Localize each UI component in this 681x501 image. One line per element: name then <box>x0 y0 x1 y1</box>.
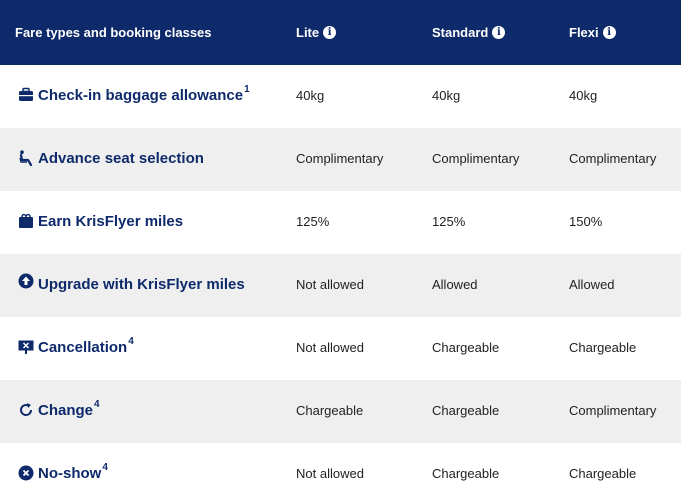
no-show-icon <box>18 465 34 481</box>
table-row <box>0 254 681 317</box>
value-flexi: Chargeable <box>569 466 637 481</box>
value-standard: 40kg <box>432 88 461 103</box>
value-flexi: Complimentary <box>569 403 657 418</box>
table-row <box>0 65 681 128</box>
upgrade-icon <box>18 273 34 289</box>
feature-seat-selection <box>18 128 296 167</box>
value-standard: Complimentary <box>432 151 520 166</box>
value-standard: Chargeable <box>432 466 500 481</box>
value-lite: 125% <box>296 214 330 229</box>
feature-earn-miles <box>18 191 296 230</box>
info-icon[interactable]: i <box>323 26 336 39</box>
fare-label-standard: Standard <box>432 25 489 40</box>
table-row <box>0 128 681 191</box>
footnote-ref[interactable]: 4 <box>94 399 100 410</box>
gift-icon <box>18 213 34 229</box>
feature-label: Earn KrisFlyer miles <box>38 213 184 230</box>
value-lite: Complimentary <box>296 151 384 166</box>
value-lite: Not allowed <box>296 277 364 292</box>
fare-header-standard <box>432 25 569 40</box>
value-flexi: 150% <box>569 214 603 229</box>
value-flexi: Chargeable <box>569 340 637 355</box>
value-standard: Allowed <box>432 277 478 292</box>
value-lite: 40kg <box>296 88 325 103</box>
value-standard: Chargeable <box>432 403 500 418</box>
value-standard: Chargeable <box>432 340 500 355</box>
value-flexi: Complimentary <box>569 151 657 166</box>
table-row <box>0 317 681 380</box>
cancellation-icon <box>18 339 34 355</box>
fare-header-lite <box>296 25 432 40</box>
value-standard: 125% <box>432 214 466 229</box>
footnote-ref[interactable]: 4 <box>102 462 108 473</box>
feature-label: No-show <box>38 465 102 482</box>
header-title: Fare types and booking classes <box>15 25 212 40</box>
value-lite: Not allowed <box>296 466 364 481</box>
value-lite: Not allowed <box>296 340 364 355</box>
table-header <box>0 0 681 65</box>
table-row <box>0 443 681 501</box>
feature-label: Upgrade with KrisFlyer miles <box>38 276 245 293</box>
fare-label-lite: Lite <box>296 25 320 40</box>
baggage-icon <box>18 87 34 103</box>
feature-label: Change <box>38 402 94 419</box>
value-lite: Chargeable <box>296 403 364 418</box>
info-icon[interactable]: i <box>603 26 616 39</box>
info-icon[interactable]: i <box>492 26 505 39</box>
value-flexi: 40kg <box>569 88 598 103</box>
footnote-ref[interactable]: 1 <box>244 84 250 95</box>
feature-label: Check-in baggage allowance <box>38 87 244 104</box>
feature-cancellation <box>18 317 296 356</box>
seat-icon <box>18 150 34 166</box>
feature-no-show <box>18 443 296 482</box>
value-flexi: Allowed <box>569 277 615 292</box>
table-row <box>0 191 681 254</box>
feature-upgrade <box>18 254 296 293</box>
feature-change <box>18 380 296 419</box>
fare-label-flexi: Flexi <box>569 25 599 40</box>
fare-header-flexi <box>569 25 681 40</box>
feature-label: Advance seat selection <box>38 150 204 167</box>
feature-label: Cancellation <box>38 339 128 356</box>
feature-baggage <box>18 65 296 104</box>
change-icon <box>18 402 34 418</box>
table-row <box>0 380 681 443</box>
footnote-ref[interactable]: 4 <box>128 336 134 347</box>
